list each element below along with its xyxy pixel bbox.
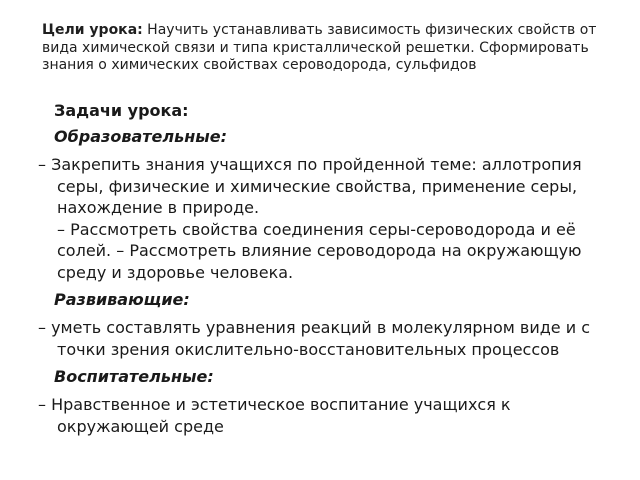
- lesson-tasks: [38, 100, 618, 443]
- corner-decoration: [0, 0, 40, 100]
- lesson-goals: [42, 22, 602, 75]
- section-educational-title: Образовательные:: [54, 127, 227, 146]
- section-upbringing-title: Воспитательные:: [54, 367, 214, 386]
- goals-label: Цели урока:: [42, 22, 143, 38]
- section-educational-text: [38, 154, 618, 283]
- section-developing-text: – уметь составлять уравнения реакций в молекулярном виде и с точки зрения окислительно-восстановительных процессов: [38, 318, 590, 359]
- section-developing-title: Развивающие:: [54, 290, 190, 309]
- tasks-title: Задачи урока:: [54, 101, 189, 120]
- section-upbringing-text: – Нравственное и эстетическое воспитание учащихся к окружающей среде: [38, 395, 511, 436]
- educational-paragraph-2: – Рассмотреть свойства соединения серы-сероводорода и её солей. – Рассмотреть влияние сероводорода на окружающую среду и здоровье человека.: [57, 219, 582, 282]
- educational-paragraph-1: – Закрепить знания учащихся по пройденной теме: аллотропия серы, физические и химические свойства, применение серы, нахождение в природе.: [38, 155, 582, 217]
- goals-text: Научить устанавливать зависимость физических свойств от вида химической связи и типа кристаллической решетки. Сформировать знания о химических свойствах сероводорода, сульфидов: [42, 22, 597, 73]
